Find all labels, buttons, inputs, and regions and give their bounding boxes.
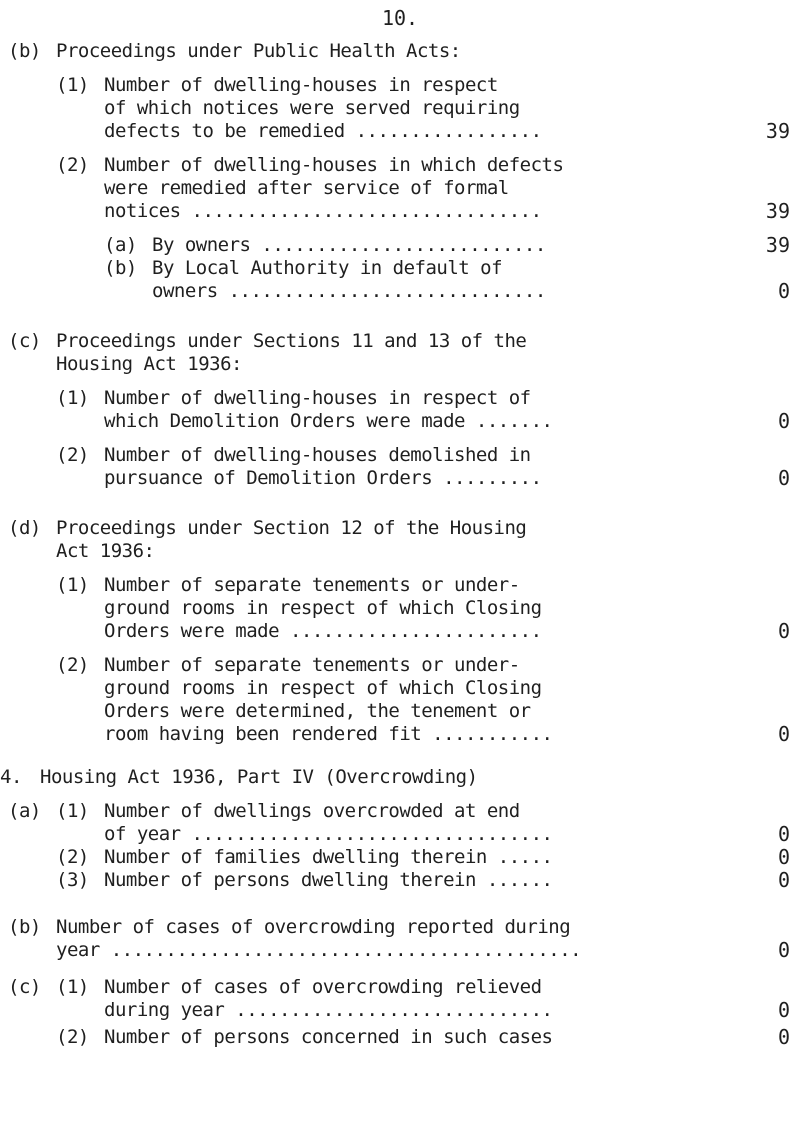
section-b-item2a-value: 39 [765, 233, 790, 257]
section-b-item2b-line: owners ............................. [152, 280, 546, 302]
section-c-item2-line: pursuance of Demolition Orders ......... [104, 467, 542, 489]
section-b-item1-line: of which notices were served requiring [104, 97, 520, 119]
section-4b-value: 0 [777, 938, 790, 962]
section-b-item1-line: Number of dwelling-houses in respect [104, 74, 498, 96]
section-d-item1-value: 0 [777, 619, 790, 643]
section-4a-item1-line: Number of dwellings overcrowded at end [104, 800, 520, 822]
section-b-item1-marker: (1) [56, 74, 89, 96]
section-d-item2-value: 0 [777, 722, 790, 746]
section-d-item2-line: Orders were determined, the tenement or [104, 700, 531, 722]
section-4b-marker: (b) [8, 916, 41, 938]
section-c-marker: (c) [8, 330, 41, 352]
section-4c-item1-line: during year ............................. [104, 999, 553, 1021]
section-d-marker: (d) [8, 517, 41, 539]
section-4a-item1-line: of year ................................. [104, 823, 553, 845]
section-4a-item3-line: Number of persons dwelling therein ...... [104, 869, 553, 891]
section-4c-item1-marker: (1) [56, 976, 89, 998]
section-d-item1-line: ground rooms in respect of which Closing [104, 597, 542, 619]
section-4-heading: Housing Act 1936, Part IV (Overcrowding) [40, 766, 478, 788]
section-c-item2-marker: (2) [56, 444, 89, 466]
section-d-item2-marker: (2) [56, 654, 89, 676]
report-page: 10. (b) Proceedings under Public Health Acts: (1) Number of dwelling-houses in respect of which notices were served requiring defects to be remedied ................. 39 (2) Number of dwelling-houses in which defects were remedied after service of formal notices ................................ 39 (a) By owners .......................... 39 (b) By Local Authority in default of owners ............................. 0 (c) Proceedings under Sections 11 and 13 of the Housing Act 1936: (1) Number of dwelling-houses in respect of which Demolition Orders were made ....... 0 (2) Number of dwelling-houses demolished in pursuance of Demolition Orders ......... 0 (d) Proceedings under Section 12 of the Housing Act 1936: (1) Number of separate tenements or under- ground rooms in respect of which Closing Orders were made ....................... 0 (2) Number of separate tenements or under- ground rooms in respect of which Closing Orders were determined, the tenement or room having been rendered fit ........... 0 4. Housing Act 1936, Part IV (Overcrowding) (a) (1) Number of dwellings overcrowded at end of year ................................. 0 (2) Number of families dwelling therein ..... 0 (3) Number of persons dwelling therein ...... 0 (b) Number of cases of overcrowding reported during year ........................................... 0 (c) (1) Number of cases of overcrowding relieved during year ............................. 0 (2) Number of persons concerned in such cases 0 [0, 6, 790, 1049]
section-b-item2-line: Number of dwelling-houses in which defects [104, 154, 564, 176]
section-4c-item1-value: 0 [777, 998, 790, 1022]
section-b-item2-line: were remedied after service of formal [104, 177, 509, 199]
section-4a-item2-marker: (2) [56, 846, 89, 868]
section-4c-item1-line: Number of cases of overcrowding relieved [104, 976, 542, 998]
section-4a-item2-value: 0 [777, 845, 790, 869]
section-c-item2-line: Number of dwelling-houses demolished in [104, 444, 531, 466]
section-c-item1-line: which Demolition Orders were made ....... [104, 410, 553, 432]
section-d-item2-line: room having been rendered fit ........... [104, 723, 553, 745]
section-b-heading: Proceedings under Public Health Acts: [56, 40, 461, 62]
section-b-item2-value: 39 [765, 199, 790, 223]
section-d-item2-line: Number of separate tenements or under- [104, 654, 520, 676]
section-4c-item2-line: Number of persons concerned in such cases [104, 1026, 553, 1048]
section-4a-item1-value: 0 [777, 822, 790, 846]
section-c-item1-marker: (1) [56, 387, 89, 409]
section-b-item1-line: defects to be remedied ................. [104, 120, 542, 142]
section-4a-item3-value: 0 [777, 868, 790, 892]
section-4a-item2-line: Number of families dwelling therein ..... [104, 846, 553, 868]
section-d-heading-line: Act 1936: [56, 540, 155, 562]
section-b-marker: (b) [8, 40, 41, 62]
section-c-heading-line: Housing Act 1936: [56, 353, 242, 375]
section-4c-item2-value: 0 [777, 1025, 790, 1049]
section-4c-marker: (c) [8, 976, 41, 998]
section-4a-marker: (a) [8, 800, 41, 822]
section-b-item2a-marker: (a) [104, 234, 137, 256]
section-d-heading-line: Proceedings under Section 12 of the Housing [56, 517, 527, 539]
section-c-heading-line: Proceedings under Sections 11 and 13 of the [56, 330, 527, 352]
section-4b-line: Number of cases of overcrowding reported during [56, 916, 571, 938]
section-d-item1-line: Number of separate tenements or under- [104, 574, 520, 596]
section-b-item2-line: notices ................................ [104, 200, 542, 222]
section-4c-item2-marker: (2) [56, 1026, 89, 1048]
section-b-item2a-line: By owners .......................... [152, 234, 546, 256]
section-b-item2-marker: (2) [56, 154, 89, 176]
section-b-item2b-marker: (b) [104, 257, 137, 279]
section-4a-item1-marker: (1) [56, 800, 89, 822]
section-b-item1-value: 39 [765, 119, 790, 143]
section-4-marker: 4. [0, 766, 22, 788]
section-4b-line: year ........................................... [56, 939, 582, 961]
section-4a-item3-marker: (3) [56, 869, 89, 891]
section-d-item1-line: Orders were made ....................... [104, 620, 542, 642]
section-d-item2-line: ground rooms in respect of which Closing [104, 677, 542, 699]
section-c-item2-value: 0 [777, 466, 790, 490]
section-c-item1-line: Number of dwelling-houses in respect of [104, 387, 531, 409]
section-d-item1-marker: (1) [56, 574, 89, 596]
section-b-item2b-line: By Local Authority in default of [152, 257, 503, 279]
section-c-item1-value: 0 [777, 409, 790, 433]
section-b-item2b-value: 0 [777, 279, 790, 303]
